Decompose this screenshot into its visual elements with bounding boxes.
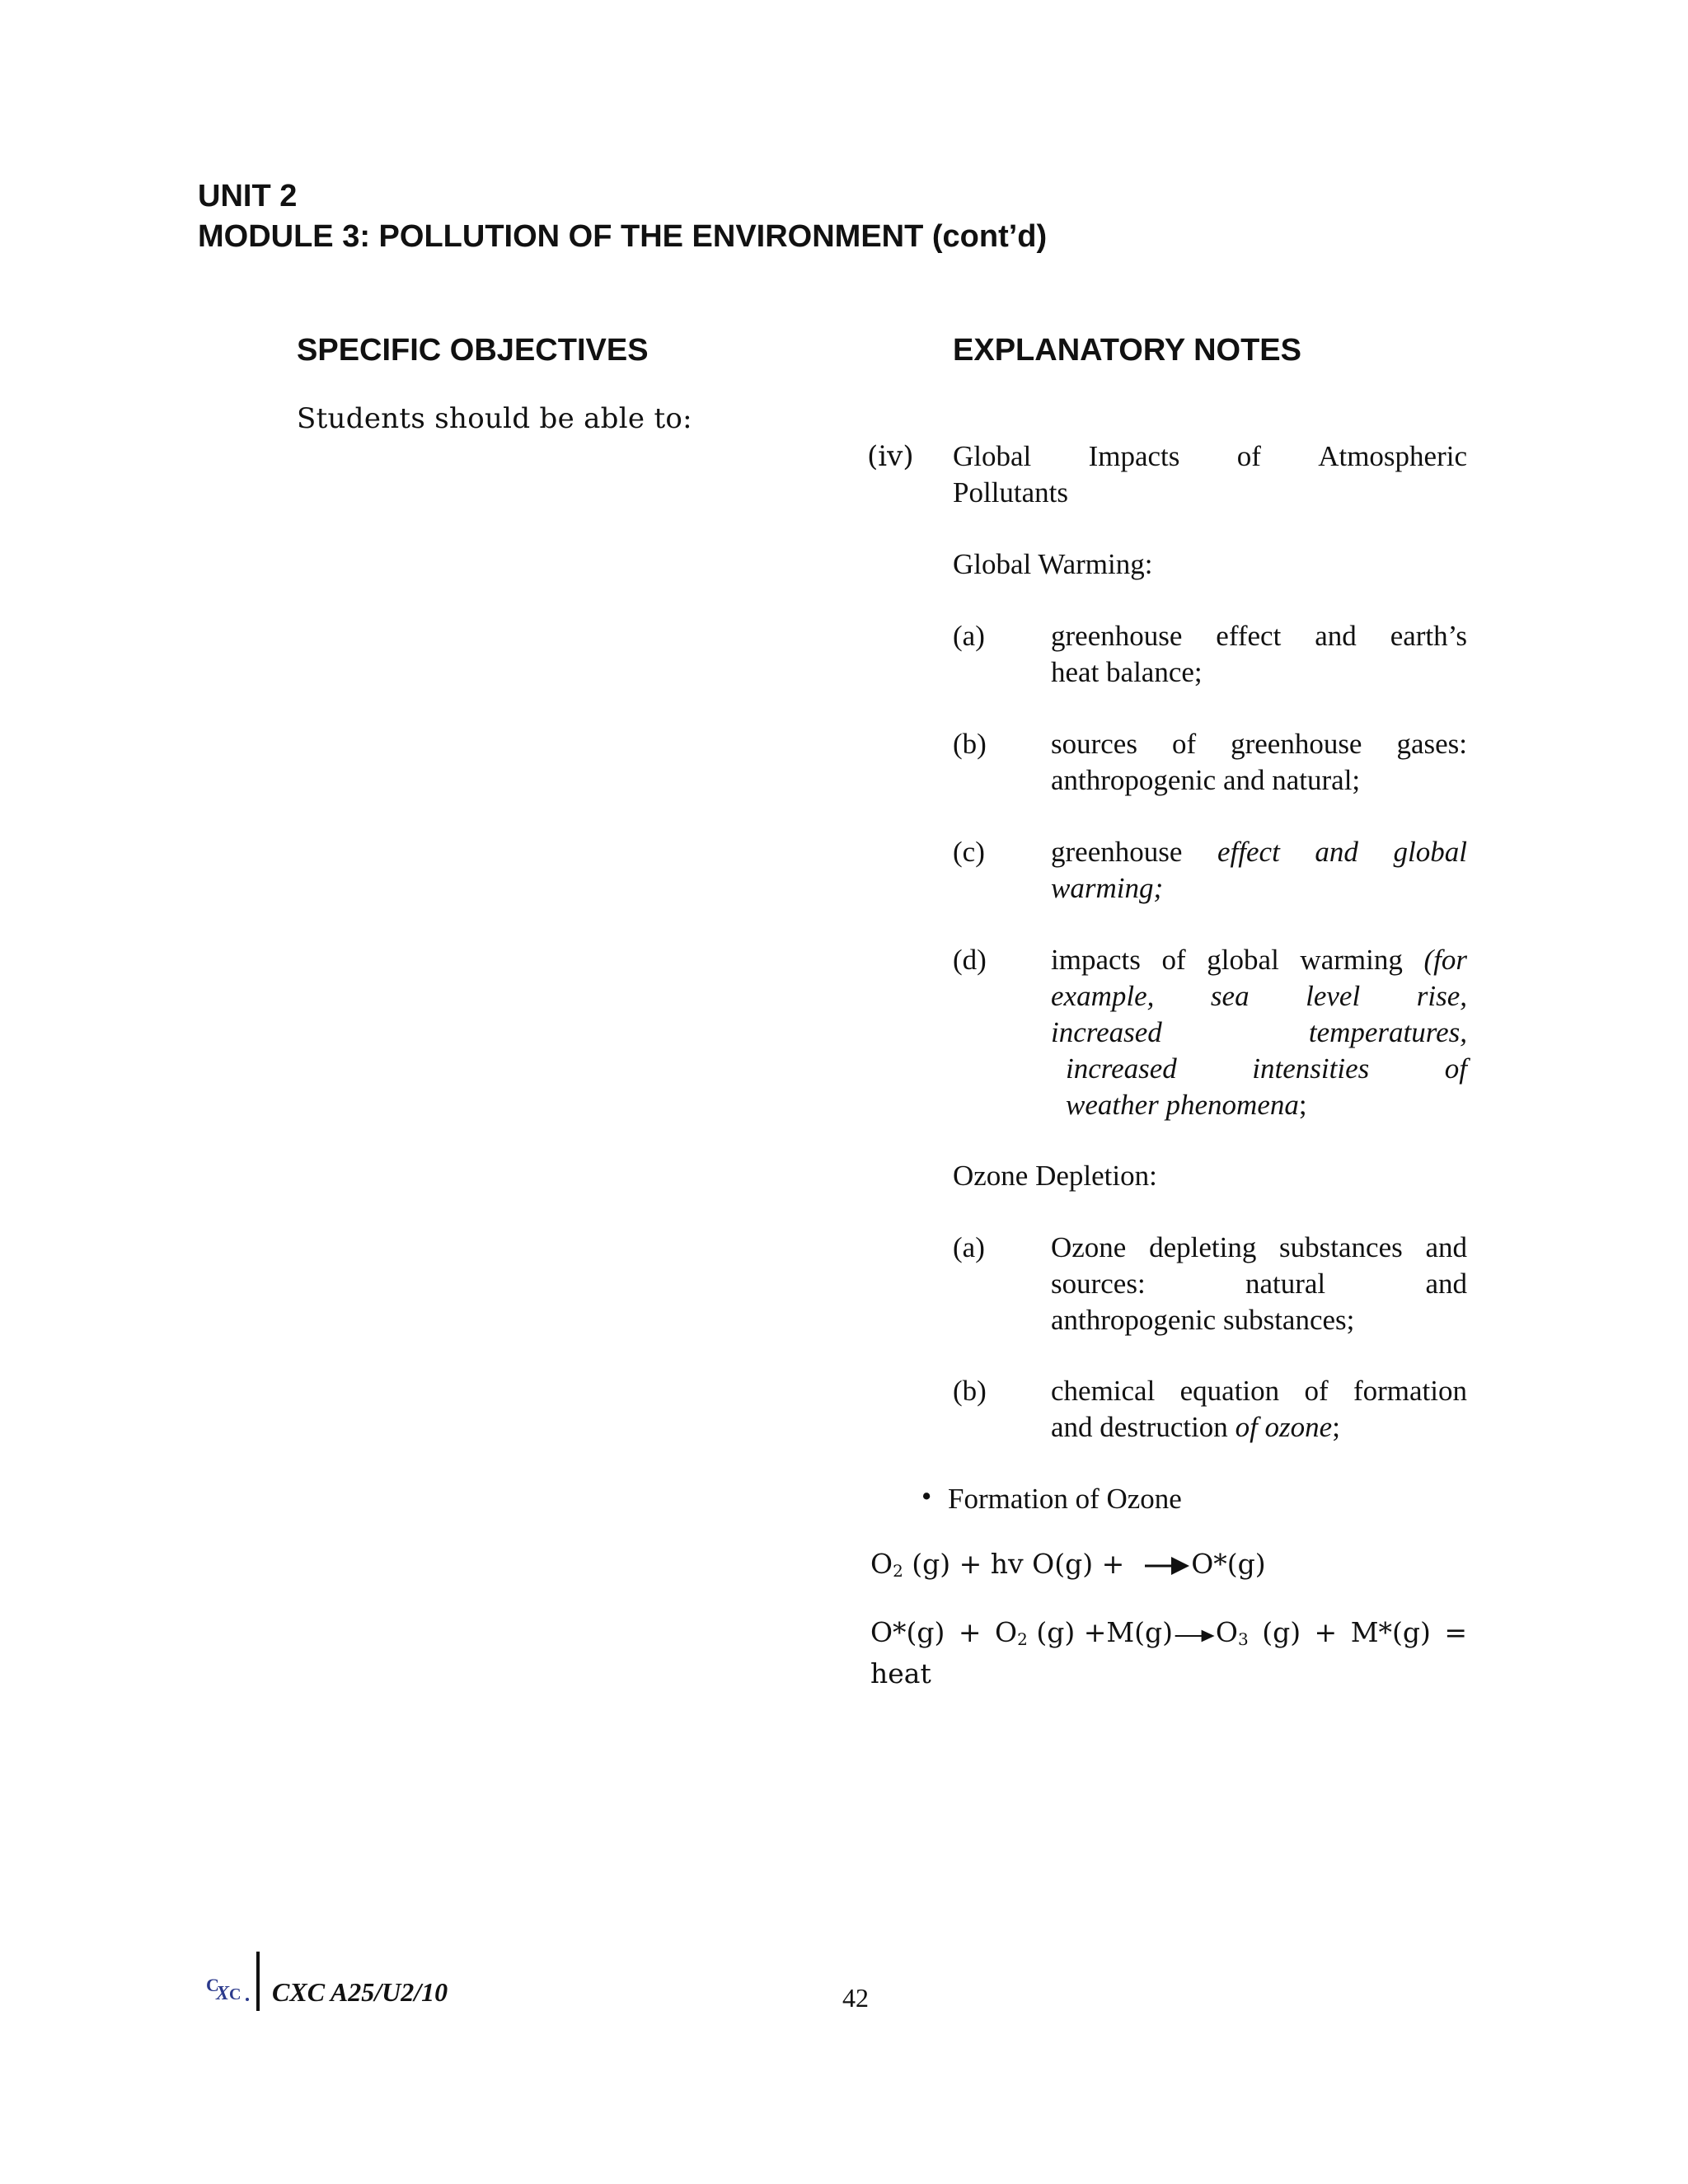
od-item-b-text	[1051, 1373, 1467, 1446]
explanatory-notes-heading: EXPLANATORY NOTES	[953, 333, 1301, 368]
od-item-a-text	[1051, 1230, 1467, 1338]
eq-term: O	[1215, 1616, 1238, 1648]
gw-item-b-label: (b)	[953, 728, 987, 760]
eq-subscript: 2	[893, 1561, 903, 1581]
eq-term: O*(g)	[1191, 1548, 1266, 1580]
eq2-line1	[870, 1615, 1467, 1657]
text-normal: greenhouse	[1051, 836, 1183, 868]
text-line: sources: natural and	[1051, 1268, 1467, 1300]
text-line: increased temperatures,	[1051, 1016, 1467, 1048]
text-line	[1051, 834, 1467, 870]
objectives-intro: Students should be able to:	[297, 402, 692, 435]
svg-text:C: C	[229, 1985, 241, 2004]
title-word: Atmospheric	[1318, 440, 1467, 472]
text-normal: ;	[1332, 1411, 1340, 1443]
global-warming-heading: Global Warming:	[953, 548, 1153, 580]
item-title	[953, 438, 1467, 511]
gw-item-a-label: (a)	[953, 620, 985, 652]
text-italic: weather phenomena	[1066, 1089, 1299, 1121]
eq2-left	[870, 1615, 1173, 1657]
svg-text:C: C	[206, 1975, 219, 1995]
document-code: CXC A25/U2/10	[272, 1977, 448, 2007]
eq-subscript: 2	[1017, 1629, 1028, 1649]
module-title: MODULE 3: POLLUTION OF THE ENVIRONMENT (cont’d)	[198, 219, 1048, 254]
text-normal: impacts of global warming	[1051, 944, 1403, 976]
right-arrow-icon	[1142, 1554, 1191, 1578]
gw-item-d-text	[1051, 942, 1467, 1123]
text-line	[1051, 1409, 1467, 1446]
text-line: warming;	[1051, 872, 1164, 904]
title-word: Global	[953, 440, 1032, 472]
title-word: Impacts	[1088, 440, 1180, 472]
gw-item-c-text	[1051, 834, 1467, 907]
text-line: chemical equation of formation	[1051, 1375, 1467, 1407]
unit-title: UNIT 2	[198, 179, 298, 213]
eq2-right	[1216, 1615, 1467, 1657]
text-line: sources of greenhouse gases:	[1051, 728, 1467, 760]
text-line: heat balance;	[1051, 656, 1203, 688]
svg-text:X: X	[216, 1983, 230, 2004]
gw-item-b-text	[1051, 726, 1467, 799]
item-title-line1	[953, 438, 1467, 475]
text-italic: (for	[1423, 944, 1468, 976]
eq2-line2: heat	[870, 1657, 931, 1690]
eq-subscript: 3	[1237, 1629, 1249, 1649]
text-normal: and destruction	[1051, 1411, 1228, 1443]
right-arrow-icon	[1173, 1624, 1216, 1648]
bullet-dot: •	[921, 1480, 932, 1512]
ozone-equation-1	[870, 1546, 1266, 1589]
item-label-iv: (iv)	[867, 440, 914, 473]
text-normal: ;	[1298, 1089, 1307, 1121]
eq-term: O*(g) + O	[870, 1616, 1018, 1648]
footer-divider	[256, 1952, 260, 2011]
eq-term: (g) + hv O(g) +	[903, 1548, 1133, 1580]
page-number: 42	[842, 1983, 869, 2013]
text-italic: of ozone	[1235, 1411, 1333, 1443]
formation-of-ozone-bullet: Formation of Ozone	[948, 1483, 1182, 1515]
od-item-a-label: (a)	[953, 1231, 985, 1263]
text-line	[1051, 942, 1467, 978]
item-title-line2: Pollutants	[953, 476, 1069, 509]
text-line: greenhouse effect and earth’s	[1051, 620, 1467, 652]
text-line: anthropogenic and natural;	[1051, 764, 1361, 796]
gw-item-c-label: (c)	[953, 836, 985, 868]
text-line	[1066, 1087, 1467, 1123]
text-italic: effect and global	[1217, 836, 1467, 868]
text-line: Ozone depleting substances and	[1051, 1231, 1467, 1263]
text-line: example, sea level rise,	[1051, 980, 1467, 1012]
ozone-depletion-heading: Ozone Depletion:	[953, 1160, 1157, 1192]
cxc-logo-icon	[204, 1971, 252, 2004]
specific-objectives-heading: SPECIFIC OBJECTIVES	[297, 333, 649, 368]
ozone-equation-2	[870, 1615, 1467, 1691]
eq-term: O	[870, 1548, 893, 1580]
eq-term: (g) +M(g)	[1027, 1616, 1174, 1648]
text-line: increased intensities of	[1066, 1052, 1467, 1085]
gw-item-d-label: (d)	[953, 944, 987, 976]
eq-term: (g) + M*(g) =	[1248, 1616, 1467, 1648]
text-line: anthropogenic substances;	[1051, 1304, 1355, 1336]
od-item-b-label: (b)	[953, 1375, 987, 1407]
gw-item-a-text	[1051, 618, 1467, 691]
title-word: of	[1236, 440, 1261, 472]
